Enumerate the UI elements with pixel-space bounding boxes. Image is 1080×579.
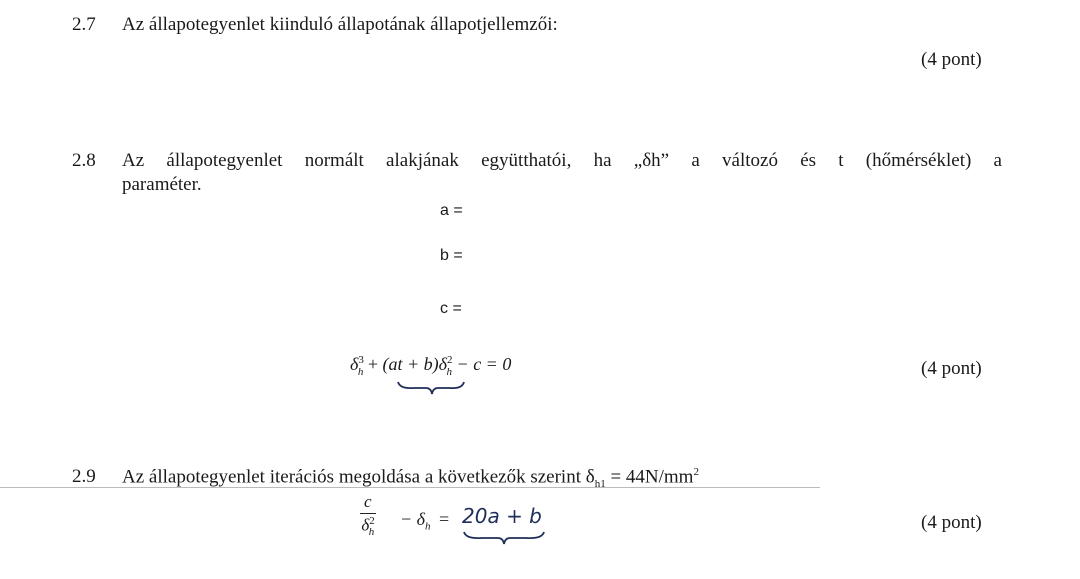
question-2-9-text: Az állapotegyenlet iterációs megoldása a következők szerint $\delta_{h1} = 44N/mm^2$ <box>122 466 699 491</box>
question-2-8-text-line1: Az állapotegyenlet normált alakjának együtthatói, ha „δh” a változó és t (hőmérséklet) a <box>122 150 1002 171</box>
coefficient-c-label: c = <box>440 300 462 317</box>
question-2-9-number: 2.9 <box>72 466 96 487</box>
iteration-minus-term: − $\delta_h$ = <box>400 509 450 533</box>
iteration-fraction: $\frac{c}{\delta^2_h}$ <box>361 492 375 539</box>
question-2-7-number: 2.7 <box>72 14 96 35</box>
underbrace-mark <box>396 380 466 396</box>
equation-group-term: (at + b) <box>382 354 439 374</box>
question-2-7-points: (4 pont) <box>921 49 982 70</box>
normal-form-equation: $\delta^3_h + (at + b)\delta^2_h - c = 0$ <box>350 354 512 378</box>
question-2-8-text-line2: paraméter. <box>122 174 202 195</box>
coefficient-b-label: b = <box>440 247 463 264</box>
underbrace-mark-2 <box>462 530 546 546</box>
question-2-9-points: (4 pont) <box>921 512 982 533</box>
question-2-8-points: (4 pont) <box>921 358 982 379</box>
coefficient-a-label: a = <box>440 202 463 219</box>
question-2-7-text: Az állapotegyenlet kiinduló állapotának állapotjellemzői: <box>122 14 558 35</box>
handwritten-answer: 20a + b <box>462 504 542 528</box>
question-2-8-number: 2.8 <box>72 150 96 171</box>
